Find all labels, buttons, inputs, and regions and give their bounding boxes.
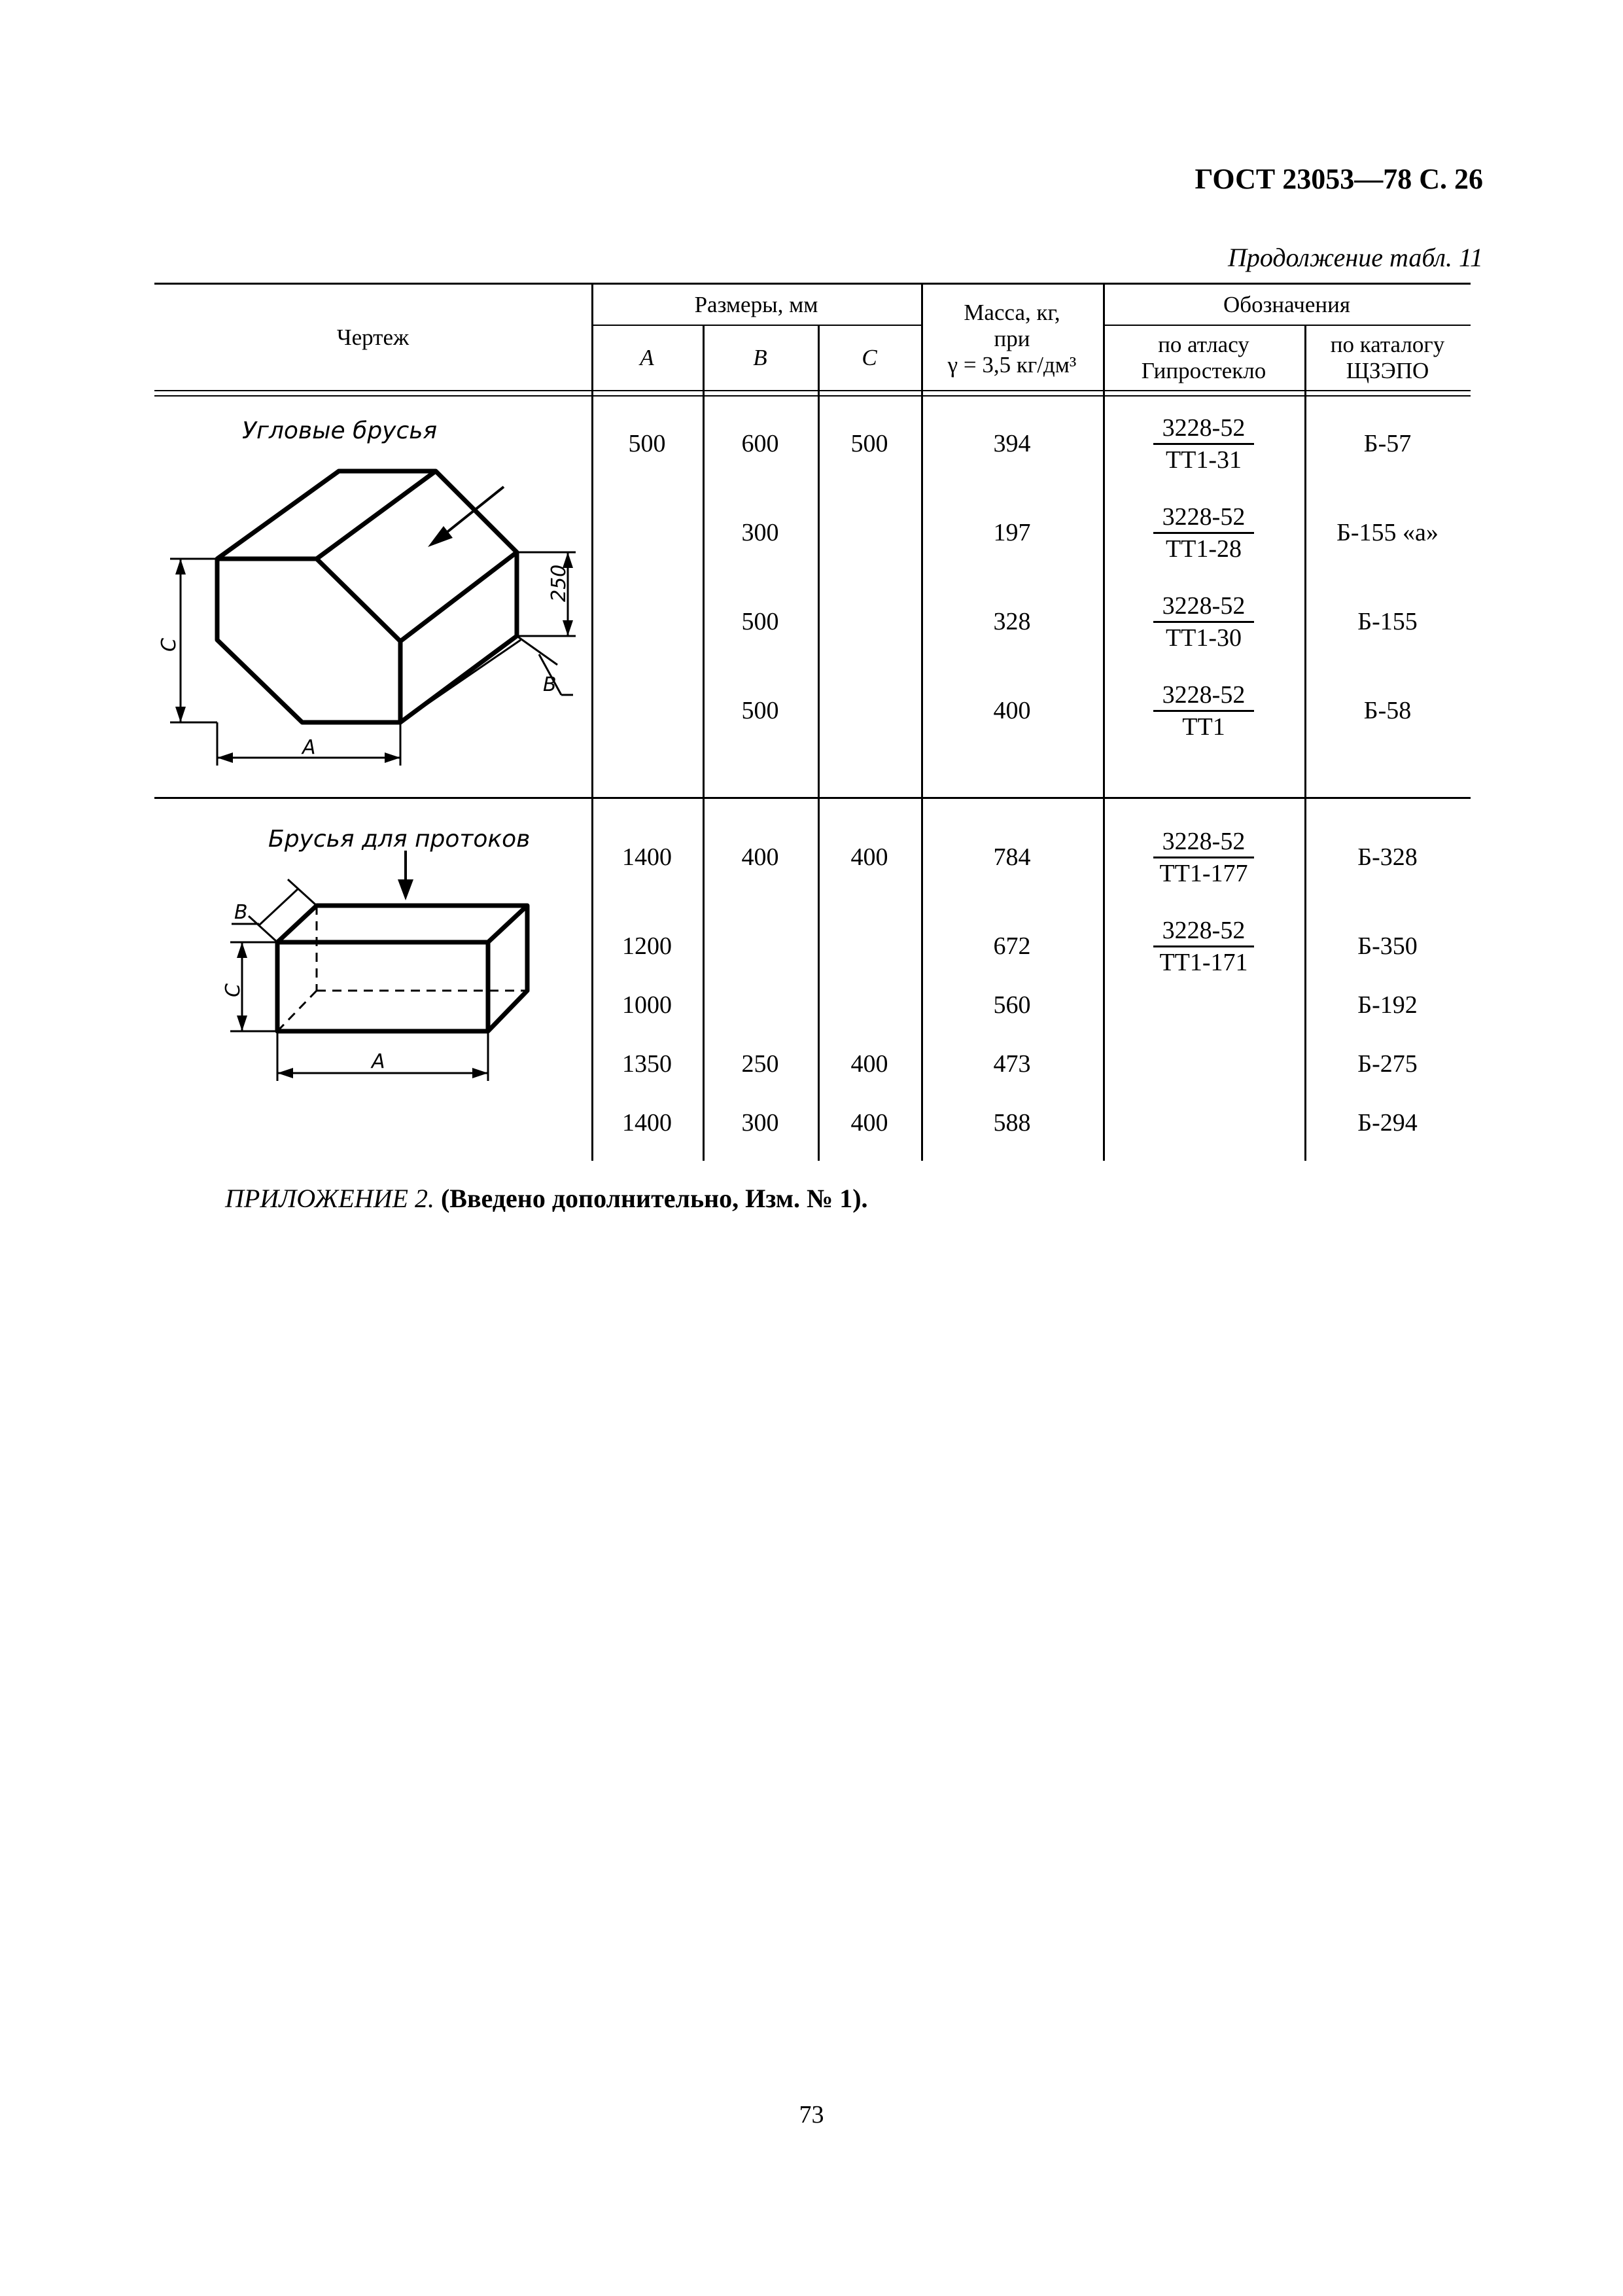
atlas-denominator: ТТ1-31 [1165, 446, 1242, 474]
atlas-fraction [1153, 414, 1255, 474]
cell-catalog: Б-350 [1357, 932, 1418, 960]
group1-dim-c-label: C [158, 638, 181, 652]
page-number: 73 [799, 2101, 824, 2128]
group1-drawing [157, 445, 576, 785]
atlas-fraction [1153, 917, 1255, 976]
cell-atlas [1103, 680, 1304, 741]
atlas-numerator: 3228-52 [1153, 503, 1255, 534]
atlas-numerator: 3228-52 [1153, 592, 1255, 623]
atlas-numerator: 3228-52 [1153, 681, 1255, 712]
header-drawing-label: Чертеж [336, 324, 410, 350]
atlas-numerator: 3228-52 [1153, 828, 1255, 858]
flow-bar-dimensions [230, 879, 488, 1081]
header-catalog-line2: ЩЗЭПО [1346, 358, 1429, 383]
cell-catalog: Б-328 [1357, 843, 1418, 871]
cell-atlas [1103, 592, 1304, 652]
cell-atlas [1103, 916, 1304, 976]
cell-atlas [1103, 414, 1304, 474]
header-sizes-label: Размеры, мм [694, 291, 818, 317]
cell-mass: 197 [993, 519, 1031, 546]
group2-drawing [222, 851, 563, 1099]
header-double-rule-1 [154, 390, 1471, 391]
cell-a: 1200 [622, 932, 672, 960]
cell-mass: 672 [993, 932, 1031, 960]
header-designations [1103, 285, 1471, 325]
cell-catalog: Б-294 [1357, 1109, 1418, 1137]
cell-c: 400 [850, 843, 888, 871]
cell-b: 250 [741, 1050, 779, 1078]
cell-b: 500 [741, 608, 779, 635]
header-sizes [591, 285, 921, 325]
cell-mass: 473 [993, 1050, 1031, 1078]
cell-b: 300 [741, 1109, 779, 1137]
atlas-fraction [1153, 592, 1255, 652]
group1-dim-250-label: 250 [548, 564, 570, 602]
appendix-amendment: (Введено дополнительно, Изм. № 1). [440, 1184, 868, 1213]
cell-atlas [1103, 827, 1304, 887]
header-catalog-line1: по каталогу [1330, 332, 1445, 357]
cell-catalog: Б-275 [1357, 1050, 1418, 1078]
atlas-denominator: ТТ1-30 [1165, 624, 1242, 652]
header-designations-label: Обозначения [1223, 291, 1350, 317]
group2-dim-a-label: A [372, 1050, 385, 1073]
cell-c: 500 [850, 430, 888, 457]
cell-atlas [1103, 503, 1304, 563]
cell-b: 600 [741, 430, 779, 457]
group2-dim-c-label: C [222, 983, 245, 997]
atlas-denominator: ТТ1 [1182, 713, 1225, 741]
group1-dim-a-label: A [302, 736, 316, 759]
header-mass-line2: при [994, 326, 1030, 351]
cell-a: 1400 [622, 1109, 672, 1137]
cell-mass: 588 [993, 1109, 1031, 1137]
header-col-c [818, 326, 921, 390]
header-mass-line1: Масса, кг, [964, 300, 1060, 325]
header-col-a-label: A [640, 345, 654, 370]
cell-mass: 400 [993, 697, 1031, 724]
atlas-numerator: 3228-52 [1153, 917, 1255, 947]
group2-dim-b-label: B [234, 901, 248, 924]
header-col-a [591, 326, 703, 390]
group2-title: Брусья для протоков [268, 826, 531, 853]
cell-catalog: Б-58 [1363, 697, 1412, 724]
cell-mass: 784 [993, 843, 1031, 871]
appendix-note [225, 1183, 868, 1214]
cell-catalog: Б-57 [1363, 430, 1412, 457]
cell-mass: 560 [993, 991, 1031, 1019]
header-mass-line3: γ = 3,5 кг/дм³ [947, 352, 1077, 378]
atlas-denominator: ТТ1-28 [1165, 535, 1242, 563]
header-col-b [703, 326, 818, 390]
atlas-denominator: ТТ1-177 [1159, 859, 1248, 887]
header-col-c-label: C [862, 345, 877, 370]
col-divider-drawing [591, 283, 593, 1161]
header-catalog [1304, 326, 1471, 390]
cell-a: 1400 [622, 843, 672, 871]
cell-b: 300 [741, 519, 779, 546]
flow-bar-outline [277, 906, 527, 1031]
header-atlas-line2: Гипростекло [1141, 358, 1266, 383]
atlas-fraction [1153, 503, 1255, 563]
header-atlas-line1: по атласу [1158, 332, 1249, 357]
group1-dim-b-label: B [543, 673, 557, 696]
cell-a: 500 [628, 430, 666, 457]
view-direction-arrow [428, 487, 504, 547]
cell-b: 400 [741, 843, 779, 871]
header-double-rule-2 [154, 395, 1471, 397]
cell-a: 1000 [622, 991, 672, 1019]
group-separator-rule [154, 797, 1471, 799]
cell-mass: 328 [993, 608, 1031, 635]
header-drawing [154, 285, 591, 390]
cell-catalog: Б-192 [1357, 991, 1418, 1019]
header-mass [921, 288, 1103, 390]
atlas-fraction [1153, 681, 1255, 741]
atlas-fraction [1153, 828, 1255, 887]
header-atlas [1103, 326, 1304, 390]
document-header: ГОСТ 23053—78 С. 26 [1195, 163, 1483, 195]
corner-bar-outline [217, 471, 517, 722]
cell-a: 1350 [622, 1050, 672, 1078]
cell-c: 400 [850, 1109, 888, 1137]
view-direction-arrow [398, 851, 413, 900]
group1-title: Угловые брусья [242, 417, 438, 444]
table-continuation-caption: Продолжение табл. 11 [1227, 243, 1483, 272]
cell-mass: 394 [993, 430, 1031, 457]
cell-b: 500 [741, 697, 779, 724]
cell-c: 400 [850, 1050, 888, 1078]
atlas-numerator: 3228-52 [1153, 414, 1255, 445]
cell-catalog: Б-155 [1357, 608, 1418, 635]
atlas-denominator: ТТ1-171 [1159, 948, 1248, 976]
appendix-label: ПРИЛОЖЕНИЕ 2. [225, 1184, 434, 1213]
header-col-b-label: B [753, 345, 767, 370]
dimension-arrowheads [237, 942, 488, 1078]
cell-catalog: Б-155 «а» [1336, 519, 1439, 546]
